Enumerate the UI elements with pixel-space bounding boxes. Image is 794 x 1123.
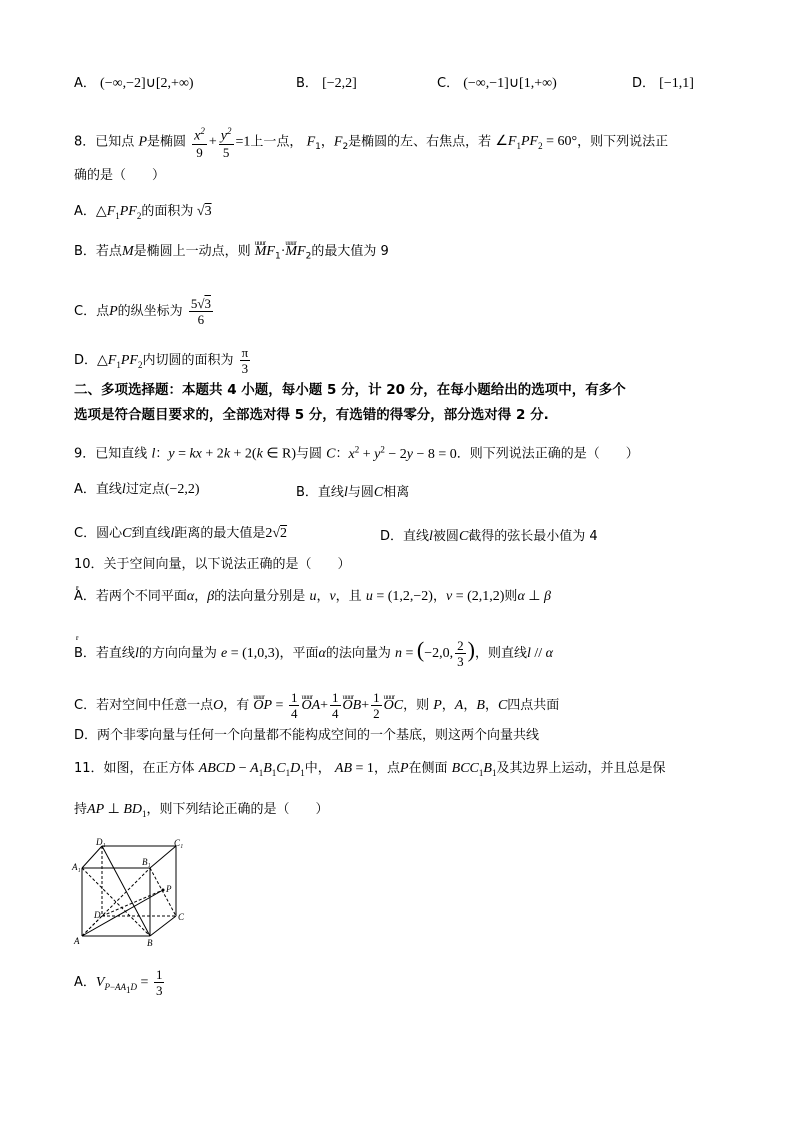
q9-option-a: A．直线l过定点(−2,2) xyxy=(74,482,200,497)
q7-option-c-math: (−∞,−1]∪[1,+∞) xyxy=(463,76,557,91)
q8-stem-line2: 确的是（ ） xyxy=(74,168,166,183)
q10-stem: 10．关于空间向量，以下说法正确的是（ ） xyxy=(74,557,351,572)
q9-stem: 9．已知直线 l：y = kx + 2k + 2(k ∈ R)与圆 C：$x^2 + y^2 - 2y - 8 = 0$．则下列说法正确的是（ ） xyxy=(74,444,639,462)
option-label: D． xyxy=(632,76,656,91)
q7-option-b-math: [−2,2] xyxy=(322,76,357,91)
fraction: $\frac{2}{3}$ xyxy=(457,638,464,669)
q7-option-a xyxy=(74,72,194,92)
q9-option-c: C．圆心C到直线l距离的最大值是2√2 xyxy=(74,526,288,541)
label-b: B xyxy=(147,938,153,948)
q7-option-c xyxy=(437,72,557,92)
label-a: A xyxy=(74,936,80,946)
q9-option-b: B．直线l与圆C相离 xyxy=(296,485,410,500)
label-d: D xyxy=(94,910,101,920)
q11-option-a: A．$V_{P-AA_1D}$ = $\frac{1}{3}$ xyxy=(74,967,163,998)
fraction: $\frac{1}{3}$ xyxy=(155,967,163,998)
section2-heading-line1: 二、多项选择题：本题共 4 小题，每小题 5 分，计 20 分，在每小题给出的选项中，有多个 xyxy=(74,382,626,398)
fraction: $\frac{1}{4}$ xyxy=(332,690,339,721)
option-label: A． xyxy=(74,76,96,91)
label-d1: D₁ xyxy=(96,838,106,847)
q7-option-b xyxy=(296,72,357,92)
option-label: B． xyxy=(296,76,318,91)
fraction: $\frac{1}{4}$ xyxy=(290,690,298,721)
q7-option-a-math: (−∞,−2]∪[2,+∞) xyxy=(100,76,194,91)
option-label: C． xyxy=(437,76,460,91)
fraction: $\frac{y^2}{5}$ xyxy=(220,126,232,160)
fraction: $\frac{1}{2}$ xyxy=(373,690,380,721)
fraction: $\frac{\pi}{3}$ xyxy=(241,345,249,376)
q11-stem-line1: 11．如图，在正方体 ABCD − $A_1B_1C_1D_1$中， AB = 1，点P在侧面 $BCC_1B_1$及其边界上运动，并且总是保 xyxy=(74,761,666,778)
q11-stem-line2: 持AP ⊥ $BD_1$，则下列结论正确的是（ ） xyxy=(74,802,329,819)
q8-option-c: C．点P的纵坐标为 $\frac{5√3}{6}$ xyxy=(74,296,211,327)
cube-figure xyxy=(70,838,190,948)
q10-option-c: C．若对空间中任意一点O，有 uuur OP = $\frac{1}{4}$ uuur OA+ $\frac{1}{4}$ uuur OB+ $\frac{1}{2}$ uuur OC，则 P，A，B，C四点共面 xyxy=(74,690,559,721)
q7-option-d-math: [−1,1] xyxy=(659,76,694,91)
q10-option-d: D．两个非零向量与任何一个向量都不能构成空间的一个基底，则这两个向量共线 xyxy=(74,728,540,743)
fraction: $\frac{x^2}{9}$ xyxy=(194,126,205,160)
q8-option-b: B．若点M是椭圆上一动点，则 uuur $MF_1\cdot uuur$ $MF_2$的最大值为 9 xyxy=(74,243,389,266)
q8-stem-line1: 8．已知点 P是椭圆 $\frac{x^2}{9}$ + $\frac{y^2}{5}$ =1上一点， $F_1$，$F_2$是椭圆的左、右焦点，若 $\angle F_1PF_2 = 60^\circ$，则下列说法正 xyxy=(74,126,669,160)
q8-option-a: A．$\triangle F_1PF_2$的面积为 √3 xyxy=(74,204,212,221)
label-b1: B₁ xyxy=(142,857,151,867)
label-p: P xyxy=(166,884,172,894)
label-a1: A₁ xyxy=(72,862,81,872)
fraction: $\frac{5√3}{6}$ xyxy=(190,296,211,327)
q7-option-d xyxy=(632,72,694,92)
label-c1: C₁ xyxy=(174,838,184,848)
q10-option-a: A．若两个不同平面α，β的法向量分别是 r u，r v，且 r u = (1,2,−2)，r v = (2,1,2)则α ⊥ β xyxy=(74,588,551,606)
label-c: C xyxy=(178,912,185,922)
section2-heading-line2: 选项是符合题目要求的，全部选对得 5 分，有选错的得零分，部分选对得 2 分. xyxy=(74,407,549,423)
q10-option-b: B．若直线l的方向向量为 r e = (1,0,3)，平面α的法向量为 r n = (−2,0, $\frac{2}{3}$ )，则直线l // α xyxy=(74,638,553,669)
q9-option-d: D．直线l被圆C截得的弦长最小值为 4 xyxy=(380,529,598,544)
q8-option-d: D．$\triangle F_1PF_2$内切圆的面积为 $\frac{\pi}{3}$ xyxy=(74,345,249,376)
